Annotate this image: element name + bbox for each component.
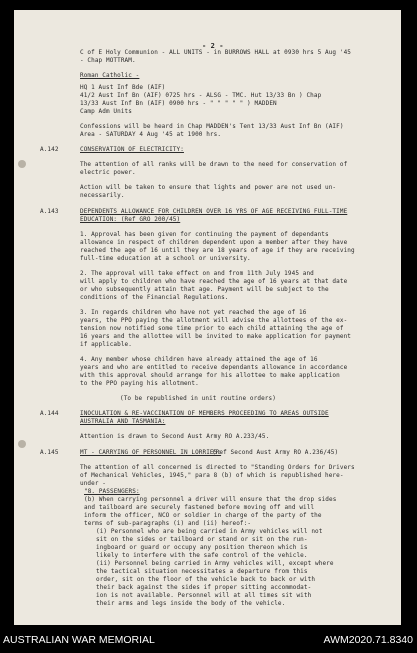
document-line: the tactical situation necessitates a departure from this: [96, 568, 308, 575]
document-line: The attention of all ranks will be drawn to the need for conservation of: [80, 161, 348, 168]
document-line: C of E Holy Communion - ALL UNITS - in BURROWS HALL at 0930 hrs 5 Aug '45: [80, 49, 351, 56]
punch-hole: [18, 440, 26, 448]
document-line: inform the officer, NCO or soldier in charge of the party of the: [84, 512, 322, 519]
document-line: ion is not available. Personnel will at all times sit with: [96, 592, 312, 599]
document-line: of Mechanical Vehicles, 1945," para 8 (b) of which is republished here-: [80, 472, 344, 479]
document-line: Confessions will be heard in Chap MADDEN's Tent 13/33 Aust Inf Bn (AIF): [80, 123, 344, 130]
document-line: CONSERVATION OF ELECTRICITY:: [80, 146, 184, 153]
document-line: A.145: [40, 449, 59, 456]
document-line: 1. Approval has been given for continuing the payment of dependants: [80, 231, 329, 238]
document-line: AUSTRALIA AND TASMANIA:: [80, 418, 166, 425]
document-line: their arms and legs inside the body of the vehicle.: [96, 600, 286, 607]
document-line: reached the age of 16 until they are 18 years of age if they are receiving: [80, 247, 355, 254]
page-number: - 2 -: [202, 42, 224, 50]
document-line: Camp Adm Units: [80, 108, 132, 115]
document-line: if applicable.: [80, 341, 132, 348]
document-line: INOCULATION & RE-VACCINATION OF MEMBERS PROCEEDING TO AREAS OUTSIDE: [80, 410, 329, 417]
document-line: or who subsequently attain that age. Payment will be subject to the: [80, 286, 329, 293]
document-line: 3. In regards children who have not yet reached the age of 16: [80, 309, 307, 316]
document-line: 2. The approval will take effect on and from 11th July 1945 and: [80, 270, 314, 277]
document-line: tension now notified some time prior to each child attaining the age of: [80, 325, 344, 332]
document-line: A.142: [40, 146, 59, 153]
document-line: Attention is drawn to Second Aust Army RO A.233/45.: [80, 433, 270, 440]
footer-accession-number: AWM2020.71.8340: [323, 634, 413, 646]
document-line: full-time education at a school or university.: [80, 255, 251, 262]
document-line: their back against the sides if proper sitting accommodat-: [96, 584, 312, 591]
document-line: likely to interfere with the safe control of the vehicle.: [96, 552, 308, 559]
document-line: A.144: [40, 410, 59, 417]
document-line: terms of sub-paragraphs (i) and (ii) hereof:-: [84, 520, 252, 527]
document-line: 16 years and the allottee will be invited to make application for payment: [80, 333, 351, 340]
document-line: (i) Personnel who are being carried in Army vehicles will not: [96, 528, 323, 535]
document-line: (To be republished in unit routine orders): [120, 395, 276, 402]
document-line: under -: [80, 480, 106, 487]
document-line: EDUCATION: (Ref GRO 200/45): [80, 216, 181, 223]
document-line: 41/2 Aust Inf Bn (AIF) 0725 hrs - ALSG - TMC. Hut 13/33 Bn ) Chap: [80, 92, 322, 99]
document-line: - Chap MOTTRAM.: [80, 57, 136, 64]
document-line: (Ref Second Aust Army RO A.236/45): [212, 449, 339, 456]
document-line: 4. Any member whose children have already attained the age of 16: [80, 356, 318, 363]
document-line: The attention of all concerned is directed to "Standing Orders for Drivers: [80, 464, 355, 471]
document-line: DEPENDENTS ALLOWANCE FOR CHILDREN OVER 16 YRS OF AGE RECEIVING FULL-TIME: [80, 208, 348, 215]
document-line: with this approval should arrange for his allottee to make application: [80, 372, 340, 379]
document-line: will apply to children who have reached the age of 16 years at that date: [80, 278, 348, 285]
document-line: to the PPO paying his allotment.: [80, 380, 199, 387]
document-line: years, the PPO paying the allotment will advise the allottees of the ex-: [80, 317, 348, 324]
footer-institution: AUSTRALIAN WAR MEMORIAL: [3, 634, 155, 646]
document-line: Roman Catholic -: [80, 72, 140, 79]
document-line: (b) When carrying personnel a driver will ensure that the drop sides: [84, 496, 337, 503]
document-line: "8. PASSENGERS:: [84, 488, 140, 495]
document-line: HQ 1 Aust Inf Bde (AIF): [80, 84, 166, 91]
document-line: order, sit on the floor of the vehicle back to back or with: [96, 576, 316, 583]
document-line: Action will be taken to ensure that lights and power are not used un-: [80, 184, 337, 191]
footer-bar: [0, 625, 417, 653]
document-line: ingboard or guard or occupy any position thereon which is: [96, 544, 308, 551]
document-line: A.143: [40, 208, 59, 215]
document-line: 13/33 Aust Inf Bn (AIF) 0900 hrs - " " " " " ) MADDEN: [80, 100, 277, 107]
document-page: [14, 10, 401, 625]
punch-hole: [18, 160, 26, 168]
document-line: sit on the sides or tailboard or stand or sit on the run-: [96, 536, 308, 543]
document-line: allowance in respect of children dependent upon a member after they have: [80, 239, 348, 246]
document-line: and tailboard are securely fastened before moving off and will: [84, 504, 315, 511]
document-line: Area - SATURDAY 4 Aug '45 at 1900 hrs.: [80, 131, 222, 138]
document-line: necessarily.: [80, 192, 125, 199]
document-line: years and who are entitled to receive dependants allowance in accordance: [80, 364, 348, 371]
document-line: MT - CARRYING OF PERSONNEL IN LORRIES:: [80, 449, 222, 456]
document-line: electric power.: [80, 169, 136, 176]
document-line: (ii) Personnel being carried in Army vehicles will, except where: [96, 560, 334, 567]
document-line: conditions of the Financial Regulations.: [80, 294, 229, 301]
